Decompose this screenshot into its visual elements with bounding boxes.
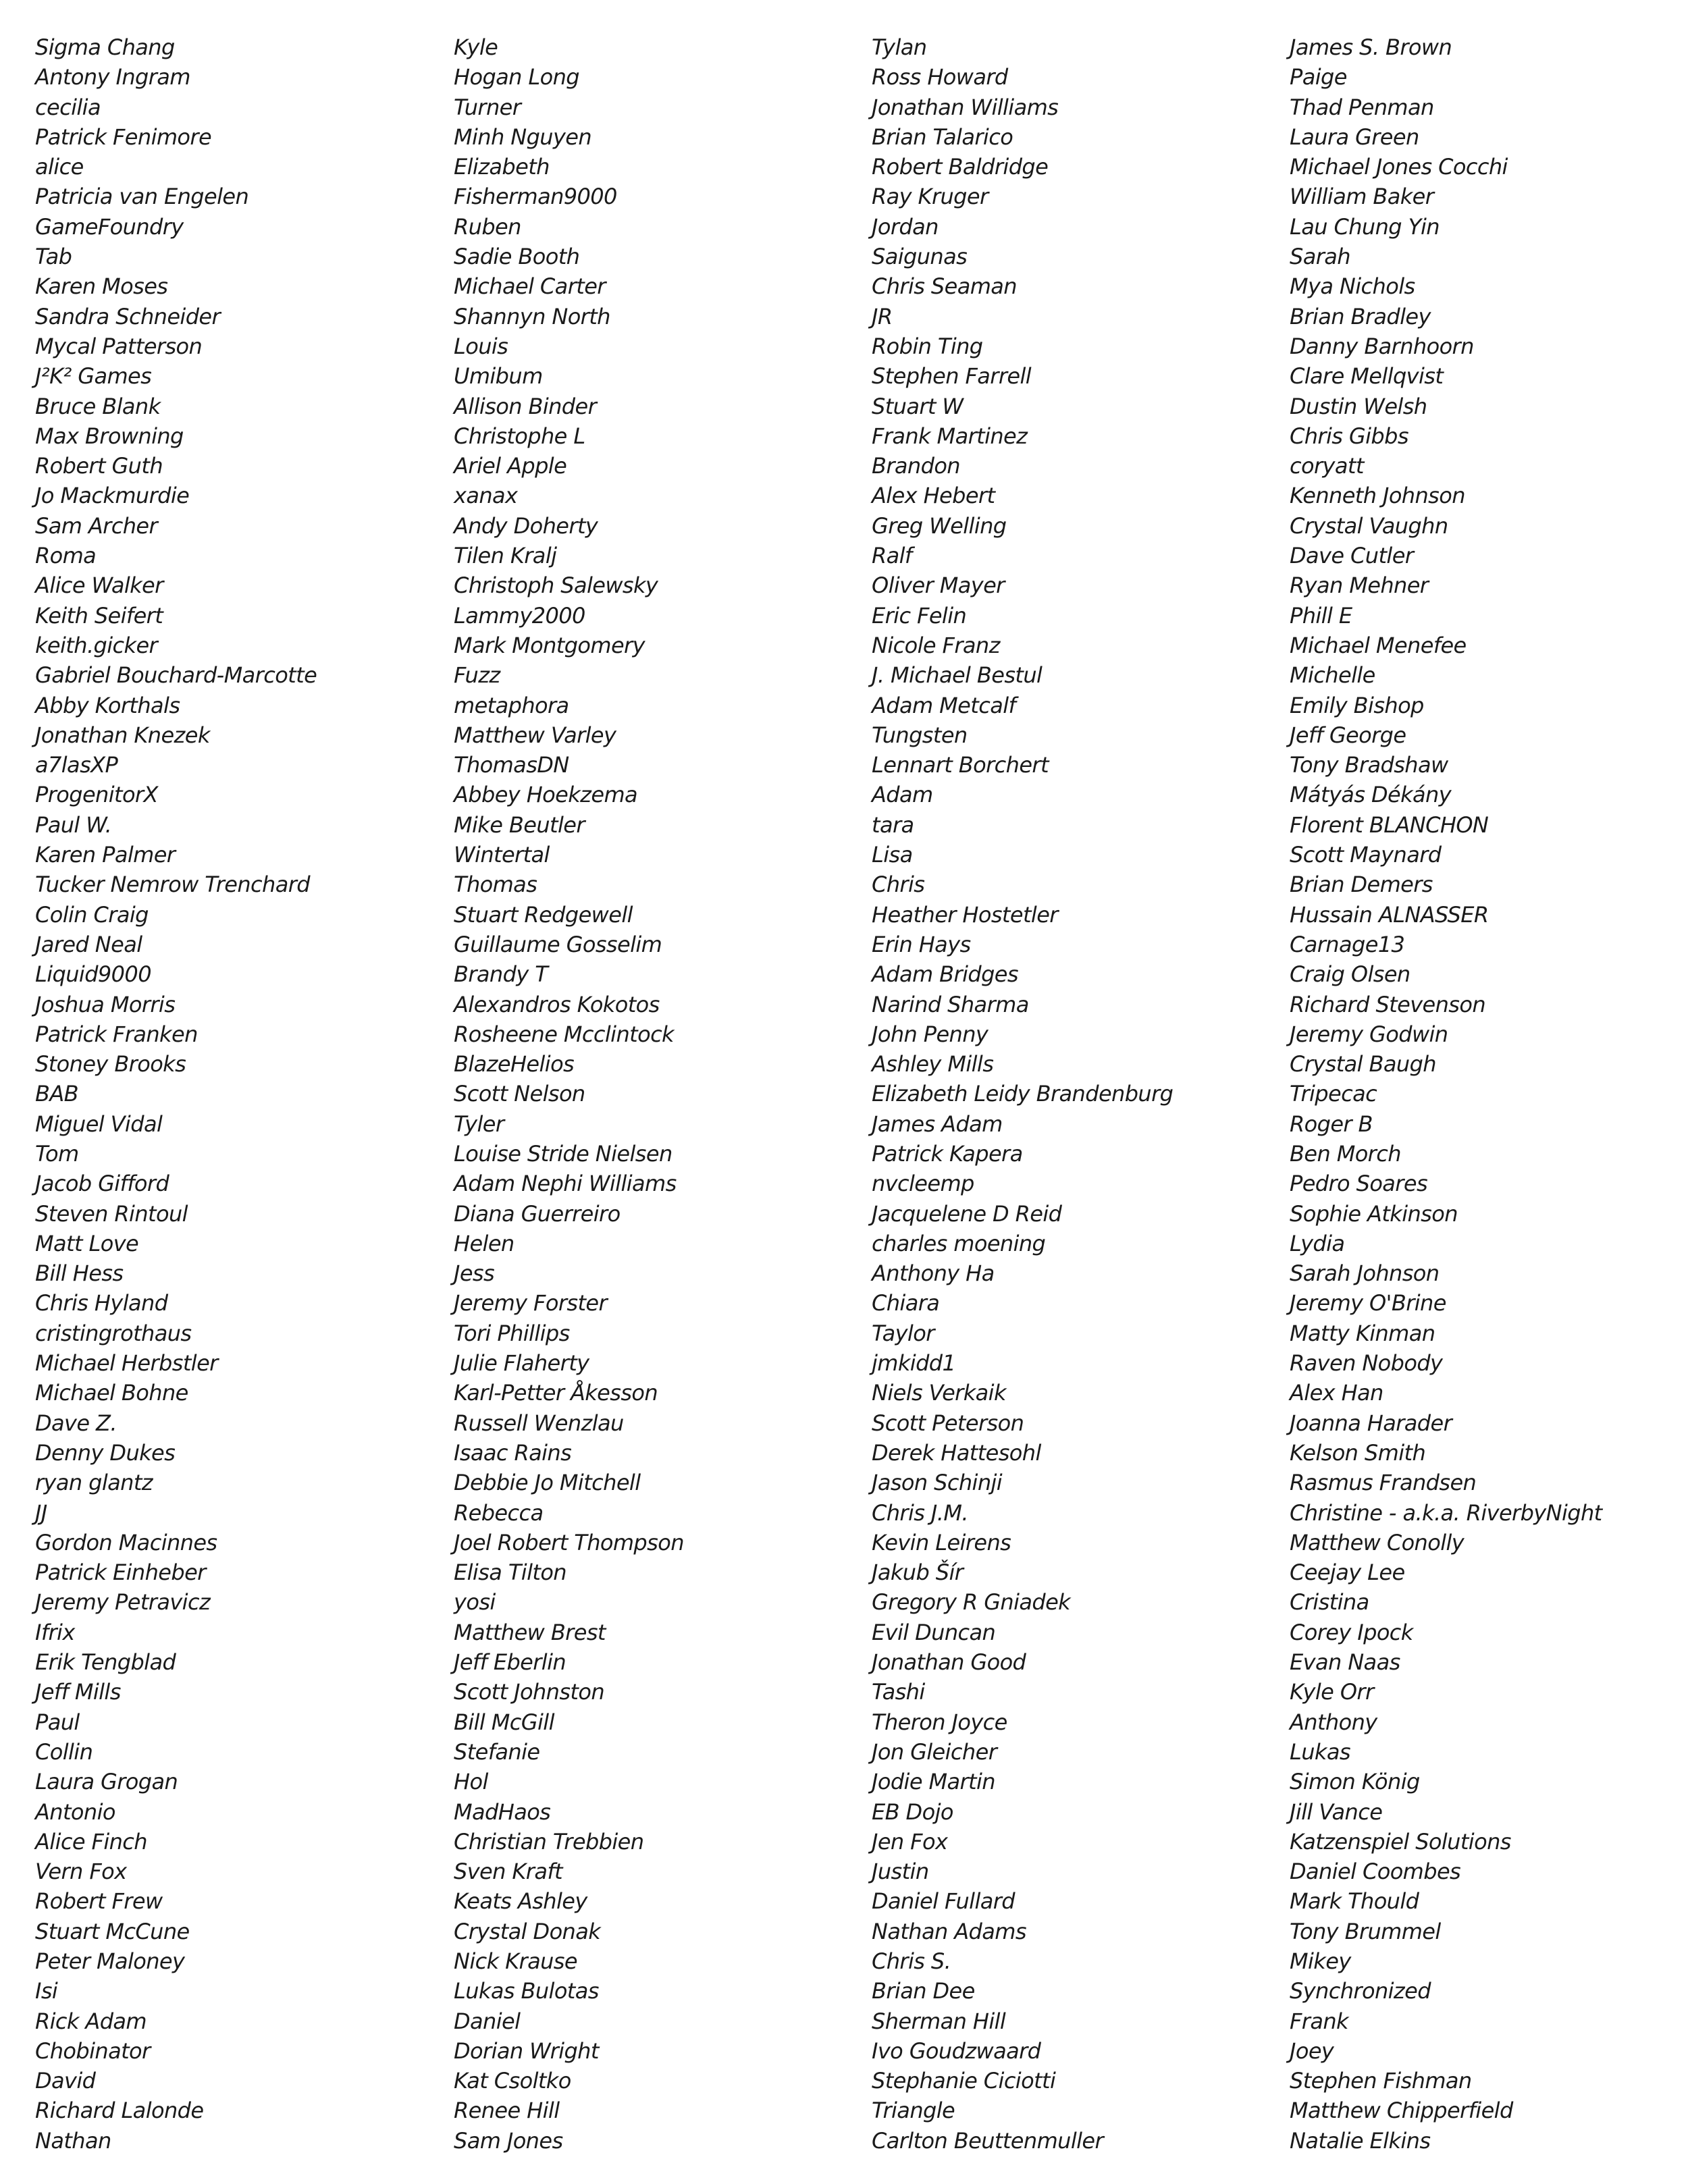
backer-name: Jess <box>454 1260 495 1287</box>
backer-name: Dave Cutler <box>1290 543 1414 569</box>
backer-name: Tashi <box>872 1679 925 1705</box>
backer-name: Robert Guth <box>35 453 163 479</box>
backer-name: Sophie Atkinson <box>1290 1200 1458 1227</box>
backer-name: Alex Han <box>1290 1380 1383 1406</box>
backer-name: Gordon Macinnes <box>35 1529 217 1555</box>
backer-name: Tori Phillips <box>454 1320 570 1346</box>
backer-name: Ariel Apple <box>454 453 567 479</box>
backer-name: Derek Hattesohl <box>872 1439 1041 1466</box>
backer-name: JJ <box>35 1499 47 1526</box>
backer-name: Jonathan Knezek <box>35 722 210 748</box>
backer-name: William Baker <box>1290 184 1434 210</box>
backer-name: Jacquelene D Reid <box>872 1200 1062 1227</box>
backer-name: GameFoundry <box>35 213 184 240</box>
backer-name: Tony Brummel <box>1290 1918 1441 1944</box>
backer-name: Jared Neal <box>35 931 142 957</box>
names-column-2 <box>454 32 684 2156</box>
backer-name: Christine - a.k.a. RiverbyNight <box>1290 1499 1602 1526</box>
backer-name: Lau Chung Yin <box>1290 213 1440 240</box>
backer-name: a7lasXP <box>35 752 118 778</box>
backer-name: Lukas Bulotas <box>454 1978 599 2004</box>
backer-name: Thomas <box>454 872 537 898</box>
backer-name: ryan glantz <box>35 1470 153 1496</box>
backer-name: Miguel Vidal <box>35 1111 163 1137</box>
backer-name: Kyle Orr <box>1290 1679 1374 1705</box>
backer-name: Tom <box>35 1140 79 1167</box>
backer-name: Adam <box>872 782 933 808</box>
backer-name: Michael Jones Cocchi <box>1290 154 1508 180</box>
backer-name: Jeremy Forster <box>454 1290 608 1316</box>
backer-name: Umibum <box>454 363 543 390</box>
backer-name: Lydia <box>1290 1230 1345 1256</box>
backer-name: Natalie Elkins <box>1290 2127 1431 2154</box>
backer-name: Scott Maynard <box>1290 842 1442 868</box>
backer-name: Rebecca <box>454 1499 544 1526</box>
backer-name: Julie Flaherty <box>454 1350 589 1377</box>
backer-name: Elisa Tilton <box>454 1560 566 1586</box>
backer-name: Ben Morch <box>1290 1140 1401 1167</box>
backer-name: Daniel Fullard <box>872 1888 1016 1915</box>
backer-name: Jo Mackmurdie <box>35 483 190 509</box>
backer-name: Ralf <box>872 543 912 569</box>
backer-name: JR <box>872 303 893 329</box>
backer-name: Sam Archer <box>35 512 158 539</box>
backer-name: Max Browning <box>35 423 184 449</box>
backer-name: Patrick Einheber <box>35 1560 206 1586</box>
backer-name: Mark Montgomery <box>454 632 645 658</box>
backer-name: ProgenitorX <box>35 782 158 808</box>
backer-name: Fisherman9000 <box>454 184 617 210</box>
backer-name: Rosheene Mcclintock <box>454 1021 674 1047</box>
backer-name: Brian Demers <box>1290 872 1433 898</box>
backer-name: Sven Kraft <box>454 1859 562 1885</box>
backer-name: Christian Trebbien <box>454 1828 644 1855</box>
backer-name: Eric Felin <box>872 602 967 629</box>
backer-name: Mátyás Dékány <box>1290 782 1452 808</box>
backer-name: Oliver Mayer <box>872 572 1005 599</box>
backer-name: Jonathan Good <box>872 1649 1026 1676</box>
backer-name: Elizabeth <box>454 154 550 180</box>
backer-name: Isaac Rains <box>454 1439 572 1466</box>
backer-name: tara <box>872 811 914 838</box>
backer-name: Matty Kinman <box>1290 1320 1435 1346</box>
backer-name: Tucker Nemrow Trenchard <box>35 872 310 898</box>
backer-name: Sam Jones <box>454 2127 563 2154</box>
backer-name: Saigunas <box>872 244 968 270</box>
backer-name: Matthew Conolly <box>1290 1529 1465 1555</box>
backer-name: Stephen Farrell <box>872 363 1032 390</box>
backer-name: Jon Gleicher <box>872 1738 997 1765</box>
backer-name: Renee Hill <box>454 2098 560 2124</box>
backer-name: Jodie Martin <box>872 1769 995 1795</box>
backer-name: Jason Schinji <box>872 1470 1003 1496</box>
backer-name: Shannyn North <box>454 303 610 329</box>
backer-name: Nick Krause <box>454 1948 577 1974</box>
backer-name: Sadie Booth <box>454 244 580 270</box>
backer-name: Kenneth Johnson <box>1290 483 1465 509</box>
backer-name: Rick Adam <box>35 2008 147 2034</box>
backer-name: Tony Bradshaw <box>1290 752 1448 778</box>
backer-name: Stephanie Ciciotti <box>872 2068 1056 2094</box>
backer-name: Rasmus Frandsen <box>1290 1470 1477 1496</box>
backer-name: Mycal Patterson <box>35 333 203 359</box>
backer-name: Jeremy O'Brine <box>1290 1290 1446 1316</box>
backer-name: Denny Dukes <box>35 1439 176 1466</box>
backer-name: Sandra Schneider <box>35 303 221 329</box>
backer-name: Hol <box>454 1769 488 1795</box>
backer-name: Chris <box>872 872 925 898</box>
backer-name: Joshua Morris <box>35 991 176 1017</box>
backer-name: BAB <box>35 1081 78 1107</box>
backer-name: Chris J.M. <box>872 1499 968 1526</box>
backer-name: Joey <box>1290 2037 1334 2064</box>
backer-name: Ashley Mills <box>872 1051 994 1077</box>
backer-name: Christophe L <box>454 423 585 449</box>
backer-name: Scott Peterson <box>872 1410 1024 1436</box>
backer-name: Mya Nichols <box>1290 273 1415 300</box>
backer-name: Tungsten <box>872 722 968 748</box>
backer-name: Kat Csoltko <box>454 2068 571 2094</box>
backer-name: Paul <box>35 1709 80 1735</box>
backer-name: Collin <box>35 1738 93 1765</box>
backer-name: Nathan Adams <box>872 1918 1026 1944</box>
backer-name: Craig Olsen <box>1290 961 1410 988</box>
backer-name: Stuart W <box>872 393 964 419</box>
backer-name: Laura Green <box>1290 124 1419 150</box>
backer-name: ThomasDN <box>454 752 569 778</box>
backer-name: Jonathan Williams <box>872 94 1059 120</box>
backer-name: Hogan Long <box>454 64 580 90</box>
backer-name: Nathan <box>35 2127 111 2154</box>
backer-name: Andy Doherty <box>454 512 598 539</box>
backer-name: Isi <box>35 1978 58 2004</box>
backer-name: Bill Hess <box>35 1260 124 1287</box>
backer-name: Crystal Baugh <box>1290 1051 1436 1077</box>
backer-name: Karl-Petter Åkesson <box>454 1380 658 1406</box>
backer-name: Lukas <box>1290 1738 1350 1765</box>
backer-name: Frank Martinez <box>872 423 1028 449</box>
backer-name: Nicole Franz <box>872 632 1000 658</box>
backer-name: Heather Hostetler <box>872 901 1058 928</box>
backer-name: Carnage13 <box>1290 931 1405 957</box>
backer-name: Ray Kruger <box>872 184 988 210</box>
backer-name: Florent BLANCHON <box>1290 811 1489 838</box>
backer-name: Chris Hyland <box>35 1290 168 1316</box>
backer-name: Bruce Blank <box>35 393 161 419</box>
backer-name: Jordan <box>872 213 939 240</box>
backer-name: Liquid9000 <box>35 961 151 988</box>
backer-name: Sherman Hill <box>872 2008 1006 2034</box>
backer-name: Wintertal <box>454 842 550 868</box>
backer-name: Patricia van Engelen <box>35 184 249 210</box>
backer-name: Colin Craig <box>35 901 149 928</box>
backer-name: Kevin Leirens <box>872 1529 1011 1555</box>
backer-name: Taylor <box>872 1320 934 1346</box>
backer-name: Scott Nelson <box>454 1081 585 1107</box>
backer-name: Alice Walker <box>35 572 163 599</box>
backer-name: Katzenspiel Solutions <box>1290 1828 1511 1855</box>
backer-name: Brandy T <box>454 961 548 988</box>
backer-name: Tripecac <box>1290 1081 1377 1107</box>
backer-name: Justin <box>872 1859 929 1885</box>
backer-name: Theron Joyce <box>872 1709 1007 1735</box>
backer-name: yosi <box>454 1589 496 1616</box>
backer-name: Daniel Coombes <box>1290 1859 1461 1885</box>
backer-name: Karen Palmer <box>35 842 176 868</box>
backer-name: Narind Sharma <box>872 991 1029 1017</box>
backer-name: Ifrix <box>35 1619 75 1645</box>
backer-name: Phill E <box>1290 602 1352 629</box>
backer-name: Triangle <box>872 2098 955 2124</box>
backer-name: Adam Nephi Williams <box>454 1171 677 1197</box>
backer-name: Crystal Donak <box>454 1918 601 1944</box>
backer-name: Dave Z. <box>35 1410 117 1436</box>
backer-name: Hussain ALNASSER <box>1290 901 1489 928</box>
backer-name: Dorian Wright <box>454 2037 599 2064</box>
backer-name: Daniel <box>454 2008 521 2034</box>
backer-name: Patrick Fenimore <box>35 124 212 150</box>
backer-name: keith.gicker <box>35 632 158 658</box>
backer-name: Sarah Johnson <box>1290 1260 1440 1287</box>
backer-name: BlazeHelios <box>454 1051 575 1077</box>
backer-name: cecilia <box>35 94 101 120</box>
backer-name: Helen <box>454 1230 515 1256</box>
backer-name: metaphora <box>454 692 569 718</box>
backer-name: Jeremy Petravicz <box>35 1589 211 1616</box>
backer-name: Tylan <box>872 34 927 60</box>
backer-name: Paul W. <box>35 811 112 838</box>
backer-name: Joanna Harader <box>1290 1410 1452 1436</box>
backer-name: Chris Seaman <box>872 273 1017 300</box>
backer-name: Tyler <box>454 1111 504 1137</box>
backer-name: Jakub Šír <box>872 1560 964 1586</box>
backer-name: Chris Gibbs <box>1290 423 1408 449</box>
backer-name: Pedro Soares <box>1290 1171 1428 1197</box>
backer-name: Stuart McCune <box>35 1918 190 1944</box>
backer-name: Bill McGill <box>454 1709 554 1735</box>
backer-name: Evil Duncan <box>872 1619 996 1645</box>
backer-name: Frank <box>1290 2008 1348 2034</box>
backer-name: Chiara <box>872 1290 940 1316</box>
backer-name: Lammy2000 <box>454 602 585 629</box>
backer-name: Crystal Vaughn <box>1290 512 1448 539</box>
backer-name: Laura Grogan <box>35 1769 178 1795</box>
backer-name: Alexandros Kokotos <box>454 991 660 1017</box>
backer-name: Greg Welling <box>872 512 1007 539</box>
backer-name: alice <box>35 154 84 180</box>
backer-name: Michael Carter <box>454 273 606 300</box>
backer-name: Guillaume Gosselim <box>454 931 662 957</box>
backer-name: Ross Howard <box>872 64 1008 90</box>
backer-name: Clare Mellqvist <box>1290 363 1444 390</box>
backer-name: EB Dojo <box>872 1799 953 1825</box>
backer-name: Jill Vance <box>1290 1799 1383 1825</box>
backer-name: Raven Nobody <box>1290 1350 1443 1377</box>
backer-name: Kelson Smith <box>1290 1439 1426 1466</box>
backer-name: Antony Ingram <box>35 64 190 90</box>
backer-name: Louis <box>454 333 508 359</box>
backer-name: Karen Moses <box>35 273 168 300</box>
backer-name: Anthony <box>1290 1709 1377 1735</box>
backer-name: Danny Barnhoorn <box>1290 333 1474 359</box>
backer-name: Tilen Kralj <box>454 543 557 569</box>
backer-name: Brian Talarico <box>872 124 1013 150</box>
backer-name: Patrick Kapera <box>872 1140 1023 1167</box>
backer-name: Simon König <box>1290 1769 1420 1795</box>
backer-name: Richard Stevenson <box>1290 991 1486 1017</box>
backer-name: David <box>35 2068 96 2094</box>
backer-name: Robert Frew <box>35 1888 163 1915</box>
backer-name: Louise Stride Nielsen <box>454 1140 672 1167</box>
backer-name: Keith Seifert <box>35 602 163 629</box>
backer-name: Mark Thould <box>1290 1888 1419 1915</box>
backer-name: Paige <box>1290 64 1347 90</box>
backer-name: Gregory R Gniadek <box>872 1589 1071 1616</box>
backer-name: Erin Hays <box>872 931 971 957</box>
backer-name: Fuzz <box>454 662 500 689</box>
backer-name: Ruben <box>454 213 521 240</box>
backer-name: Matt Love <box>35 1230 139 1256</box>
names-column-3 <box>872 32 1173 2156</box>
backer-name: Thad Penman <box>1290 94 1434 120</box>
backer-name: charles moening <box>872 1230 1046 1256</box>
backer-name: Peter Maloney <box>35 1948 185 1974</box>
backer-name: Lisa <box>872 842 913 868</box>
backer-name: coryatt <box>1290 453 1364 479</box>
backer-name: Jeremy Godwin <box>1290 1021 1448 1047</box>
backer-name: Brian Bradley <box>1290 303 1431 329</box>
backer-name: Debbie Jo Mitchell <box>454 1470 641 1496</box>
backer-name: Alex Hebert <box>872 483 995 509</box>
backer-name: Stuart Redgewell <box>454 901 633 928</box>
backer-name: Abby Korthals <box>35 692 180 718</box>
backer-name: Jeff Mills <box>35 1679 121 1705</box>
backer-name: Chobinator <box>35 2037 151 2064</box>
names-column-4 <box>1290 32 1602 2156</box>
backer-name: Cristina <box>1290 1589 1369 1616</box>
backer-name: Evan Naas <box>1290 1649 1400 1676</box>
backer-name: Michael Bohne <box>35 1380 188 1406</box>
backer-name: Ryan Mehner <box>1290 572 1429 599</box>
backer-name: James Adam <box>872 1111 1003 1137</box>
backer-name: J. Michael Bestul <box>872 662 1043 689</box>
backer-name: Robin Ting <box>872 333 983 359</box>
backer-name: Patrick Franken <box>35 1021 198 1047</box>
backer-name: cristingrothaus <box>35 1320 192 1346</box>
backer-name: Turner <box>454 94 521 120</box>
backer-name: Alice Finch <box>35 1828 147 1855</box>
backer-name: Niels Verkaik <box>872 1380 1006 1406</box>
backer-name: Matthew Varley <box>454 722 616 748</box>
backer-name: Jacob Gifford <box>35 1171 169 1197</box>
backer-name: Corey Ipock <box>1290 1619 1413 1645</box>
backer-name: Abbey Hoekzema <box>454 782 638 808</box>
backer-name: Sigma Chang <box>35 34 175 60</box>
backer-name: Adam Bridges <box>872 961 1018 988</box>
backer-name: Michael Herbstler <box>35 1350 218 1377</box>
backer-name: jmkidd1 <box>872 1350 956 1377</box>
backer-name: Erik Tengblad <box>35 1649 176 1676</box>
backer-name: Stephen Fishman <box>1290 2068 1472 2094</box>
backer-name: Keats Ashley <box>454 1888 587 1915</box>
backer-name: Chris S. <box>872 1948 951 1974</box>
backer-name: Christoph Salewsky <box>454 572 658 599</box>
backer-name: MadHaos <box>454 1799 551 1825</box>
backer-name: Ceejay Lee <box>1290 1560 1405 1586</box>
backer-name: Dustin Welsh <box>1290 393 1427 419</box>
backer-name: Vern Fox <box>35 1859 127 1885</box>
backer-name: Richard Lalonde <box>35 2098 204 2124</box>
backer-name: Joel Robert Thompson <box>454 1529 684 1555</box>
backer-name: Adam Metcalf <box>872 692 1016 718</box>
backer-name: Anthony Ha <box>872 1260 995 1287</box>
backer-name: Jeff Eberlin <box>454 1649 566 1676</box>
backer-name: Mikey <box>1290 1948 1351 1974</box>
backer-name: Matthew Chipperfield <box>1290 2098 1513 2124</box>
backer-name: Tab <box>35 244 72 270</box>
backer-name: Matthew Brest <box>454 1619 606 1645</box>
backer-name: Jeff George <box>1290 722 1406 748</box>
backer-name: Roma <box>35 543 97 569</box>
backer-name: nvcleemp <box>872 1171 974 1197</box>
backer-name: Brian Dee <box>872 1978 975 2004</box>
backer-name: Jen Fox <box>872 1828 948 1855</box>
backer-name: Kyle <box>454 34 498 60</box>
backer-name: James S. Brown <box>1290 34 1452 60</box>
backer-name: Diana Guerreiro <box>454 1200 621 1227</box>
backer-name: Ivo Goudzwaard <box>872 2037 1041 2064</box>
names-column-1 <box>35 32 317 2156</box>
backer-name: Roger B <box>1290 1111 1373 1137</box>
backer-name: Stefanie <box>454 1738 540 1765</box>
backer-name: John Penny <box>872 1021 988 1047</box>
backer-name: Stoney Brooks <box>35 1051 186 1077</box>
backer-name: Scott Johnston <box>454 1679 605 1705</box>
backer-name: Mike Beutler <box>454 811 585 838</box>
backer-name: Gabriel Bouchard-Marcotte <box>35 662 317 689</box>
backer-name: Emily Bishop <box>1290 692 1424 718</box>
backer-name: J²K² Games <box>35 363 152 390</box>
backer-name: xanax <box>454 483 518 509</box>
backer-name: Elizabeth Leidy Brandenburg <box>872 1081 1173 1107</box>
backer-name: Allison Binder <box>454 393 597 419</box>
backer-name: Lennart Borchert <box>872 752 1049 778</box>
backer-name: Brandon <box>872 453 960 479</box>
backer-name: Steven Rintoul <box>35 1200 188 1227</box>
backer-name: Sarah <box>1290 244 1350 270</box>
backer-name: Minh Nguyen <box>454 124 592 150</box>
backer-name: Michael Menefee <box>1290 632 1467 658</box>
backer-name: Carlton Beuttenmuller <box>872 2127 1104 2154</box>
backer-name: Robert Baldridge <box>872 154 1049 180</box>
backer-name: Synchronized <box>1290 1978 1431 2004</box>
backer-name: Antonio <box>35 1799 115 1825</box>
backer-name: Michelle <box>1290 662 1375 689</box>
backer-name: Russell Wenzlau <box>454 1410 624 1436</box>
